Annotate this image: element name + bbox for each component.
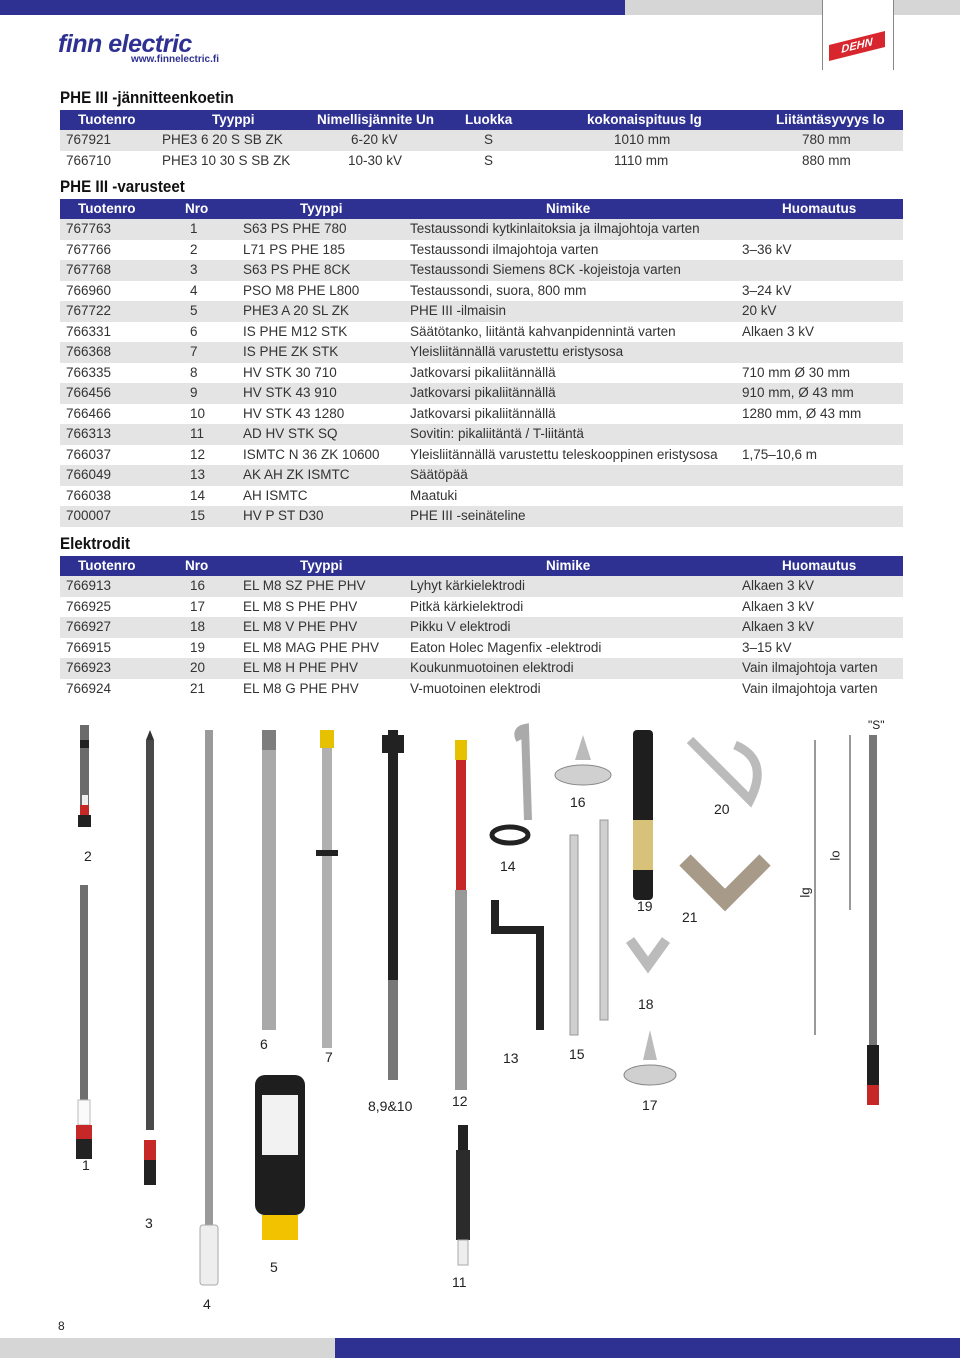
cell: Testaussondi, suora, 800 mm [410,282,587,298]
cell: Testaussondi ilmajohtoja varten [410,241,599,257]
header-cell: Tuotenro [78,201,136,216]
table-row [60,342,903,363]
cell: 766925 [66,598,112,614]
indicator-5-image [255,1075,305,1240]
cell: 766927 [66,619,112,634]
logo-text: finn electric [58,30,192,58]
table-row [60,465,903,486]
cell: 11 [190,426,205,441]
table-row [60,486,903,507]
dimension-lg: lg [797,887,813,898]
cell: 766456 [66,385,112,400]
cell: 766924 [66,680,112,696]
cell: 15 [190,508,206,523]
table-row [60,679,903,700]
cell: 21 [190,680,206,696]
table-row [60,576,903,597]
header-cell: Huomautus [782,201,857,216]
cell: 2 [190,241,198,257]
cell: 700007 [66,508,112,523]
header-cell: Tyyppi [300,201,343,216]
figure-label: 7 [325,1049,333,1065]
table-header [60,110,903,130]
telescope-12-image [455,740,467,1090]
electrode-17-image [624,1030,676,1085]
header-cell: Liitäntäsyvyys lo [776,112,885,127]
cell: 10 [190,405,206,421]
cell: HV P ST D30 [243,508,324,523]
figure-label: 5 [270,1259,278,1275]
table-row [60,301,903,322]
cell: AK AH ZK ISMTC [243,467,350,482]
cell: PHE3 6 20 S SB ZK [162,132,283,147]
cell: 9 [190,385,198,400]
cell: 766923 [66,660,112,675]
header-cell: Tyyppi [300,558,343,573]
cell: 766913 [66,578,112,593]
cell: Maatuki [410,487,458,503]
cell: Vain ilmajohtoja varten [742,660,878,675]
cell: AH ISMTC [243,487,308,503]
cell: 8 [190,364,198,380]
cell: 880 mm [802,152,851,168]
cell: 12 [190,446,206,462]
table-header [60,556,903,576]
cell: HV STK 43 910 [243,385,337,400]
dehn-logo: DEHN [829,31,885,61]
cell: Jatkovarsi pikaliitännällä [410,385,556,400]
table-row [60,130,903,151]
page-number: 8 [58,1319,65,1333]
earth-hook-14-image [492,728,528,843]
cell: 6 [190,323,198,339]
cell: 6-20 kV [351,132,398,147]
table-row [60,151,903,172]
cell: HV STK 43 1280 [243,405,345,421]
cell: Säätöpää [410,467,468,482]
cell: S [484,132,494,147]
adapter-11-image [456,1125,470,1265]
cell: EL M8 SZ PHE PHV [243,578,366,593]
cell: 766335 [66,364,112,380]
table-row [60,506,903,527]
cell: 13 [190,467,206,482]
cell: AD HV STK SQ [243,426,338,441]
cell: 14 [190,487,206,503]
figure-label: 6 [260,1036,268,1052]
cell: Pikku V elektrodi [410,619,511,634]
cell: Pitkä kärkielektrodi [410,598,524,614]
cell: IS PHE ZK STK [243,344,339,359]
cell: EL M8 MAG PHE PHV [243,639,380,655]
figure-label: 4 [203,1296,211,1312]
wall-holder-15-image [570,820,608,1035]
cell: 5 [190,303,198,318]
section3-table [60,556,903,699]
cell: 766038 [66,487,112,503]
table-row [60,383,903,404]
figure-label: 12 [452,1093,468,1109]
cell: 1,75–10,6 m [742,446,818,462]
cell: 767763 [66,221,112,236]
probe-2-image [78,725,91,827]
section3-title: Elektrodit [60,535,131,553]
figure-label: 8,9&10 [368,1098,413,1114]
cell: 767768 [66,262,112,277]
cell: 16 [190,578,206,593]
table-row [60,404,903,425]
cell: PHE III -ilmaisin [410,303,507,318]
cell: 710 mm Ø 30 mm [742,364,851,380]
cell: Yleisliitännällä varustettu teleskooppinen eristysosa [410,446,718,462]
header-cell: Nimike [546,558,591,573]
table-row [60,240,903,261]
cell: Säätötanko, liitäntä kahvanpidennintä varten [410,323,676,339]
cell: 766960 [66,282,112,298]
cell: 3–36 kV [742,241,792,257]
figure-label: 17 [642,1097,658,1113]
cell: EL M8 H PHE PHV [243,660,359,675]
cell: 20 [190,660,206,675]
electrode-20-image [690,740,757,800]
cell: Jatkovarsi pikaliitännällä [410,364,556,380]
cell: Lyhyt kärkielektrodi [410,578,526,593]
electrode-18-image [630,940,666,965]
figure-label: 2 [84,848,92,864]
cell: L71 PS PHE 185 [243,241,346,257]
cell: Alkaen 3 kV [742,598,815,614]
cell: Alkaen 3 kV [742,619,815,634]
table-row [60,658,903,679]
header-cell: Nimike [546,201,591,216]
cell: 910 mm, Ø 43 mm [742,385,854,400]
cell: 766710 [66,152,112,168]
cell: PHE III -seinäteline [410,508,526,523]
cell: Sovitin: pikaliitäntä / T-liitäntä [410,426,584,441]
header-cell: Nro [185,558,209,573]
header-cell: Nro [185,201,209,216]
cell: 1 [190,221,198,236]
cell: 3–24 kV [742,282,792,298]
figure-label: 18 [638,996,654,1012]
cell: Koukunmuotoinen elektrodi [410,660,574,675]
bottom-bar-grey [0,1338,335,1358]
cell: Testaussondi kytkinlaitoksia ja ilmajohtoja varten [410,221,700,236]
cell: 1110 mm [614,152,669,168]
probe-1-image [76,885,92,1159]
section2-title: PHE III -varusteet [60,178,185,196]
cell: S [484,152,494,168]
table-row [60,445,903,466]
cell: 7 [190,344,198,359]
table-row [60,617,903,638]
rod-6-image [262,730,276,1030]
finnelectric-logo [58,22,238,70]
figure-label: 3 [145,1215,153,1231]
table-row [60,424,903,445]
section1-title: PHE III -jännitteenkoetin [60,89,234,107]
cell: Testaussondi Siemens 8CK -kojeistoja varten [410,262,681,277]
table-row [60,363,903,384]
cell: 1280 mm, Ø 43 mm [742,405,862,421]
header-cell: Tuotenro [78,558,136,573]
cell: 766466 [66,405,112,421]
section1-table [60,110,903,171]
top-bar [0,0,625,15]
header-cell: kokonaispituus lg [587,112,702,127]
dimension-lo: lo [827,850,843,861]
cell: PHE3 A 20 SL ZK [243,303,350,318]
cell: 767722 [66,303,112,318]
figure-label: 14 [500,858,516,874]
cell: S63 PS PHE 8CK [243,262,351,277]
table-row [60,260,903,281]
section2-table [60,199,903,527]
cell: Jatkovarsi pikaliitännällä [410,405,556,421]
probe-3-image [144,730,156,1185]
rod-7-image [316,730,338,1048]
cell: Yleisliitännällä varustettu eristysosa [410,344,624,359]
bottom-bar [335,1338,960,1358]
header-cell: Tyyppi [212,112,255,127]
cell: EL M8 V PHE PHV [243,619,358,634]
cell: EL M8 G PHE PHV [243,680,359,696]
cell: 766331 [66,323,112,339]
cell: 766037 [66,446,112,462]
table-row [60,638,903,659]
probe-4-image [200,730,218,1285]
cell: 767921 [66,132,112,147]
electrode-21-image [685,860,765,900]
dehn-logo-box [822,0,894,70]
cell: 780 mm [802,132,851,147]
table-row [60,597,903,618]
cell: Alkaen 3 kV [742,323,815,339]
cell: 3–15 kV [742,639,792,655]
cell: EL M8 S PHE PHV [243,598,358,614]
table-row [60,281,903,302]
electrode-16-image [555,735,611,785]
cell: 19 [190,639,206,655]
cell: 766915 [66,639,112,655]
head-13-image [495,900,540,1030]
cell: 4 [190,282,198,298]
phe-device-image [815,735,879,1105]
cell: HV STK 30 710 [243,364,337,380]
rods-8-9-10-image [382,730,404,1080]
figure-label: 19 [637,898,653,914]
cell: 1010 mm [614,132,671,147]
cell: 766313 [66,426,112,441]
cell: ISMTC N 36 ZK 10600 [243,446,380,462]
electrode-19-image [633,730,653,900]
header-cell: Nimellisjännite Un [317,112,435,127]
figure-label: 21 [682,909,698,925]
figure-label: 16 [570,794,586,810]
cell: 10-30 kV [348,152,403,168]
table-row [60,219,903,240]
figure-label: 11 [452,1274,467,1290]
logo-url: www.finnelectric.fi [131,54,219,65]
cell: IS PHE M12 STK [243,323,348,339]
cell: S63 PS PHE 780 [243,221,347,236]
cell: PSO M8 PHE L800 [243,282,360,298]
header-cell: Tuotenro [78,112,136,127]
cell: Alkaen 3 kV [742,578,815,593]
cell: 18 [190,619,206,634]
cell: 767766 [66,241,112,257]
cell: 766049 [66,467,112,482]
cell: 766368 [66,344,112,359]
table-row [60,322,903,343]
top-bar-grey [625,0,960,15]
header-cell: Luokka [465,112,513,127]
figure-label: 1 [82,1157,90,1173]
cell: V-muotoinen elektrodi [410,680,541,696]
cell: Eaton Holec Magenfix -elektrodi [410,639,602,655]
product-illustration [0,700,960,1330]
cell: 20 kV [742,303,777,318]
figure-label: 15 [569,1046,585,1062]
table-header [60,199,903,219]
cell: PHE3 10 30 S SB ZK [162,152,291,168]
cell: 3 [190,262,198,277]
dimension-s: "S" [868,718,885,732]
cell: 17 [190,598,206,614]
header-cell: Huomautus [782,558,857,573]
cell: Vain ilmajohtoja varten [742,680,878,696]
figure-label: 13 [503,1050,519,1066]
figure-label: 20 [714,801,730,817]
